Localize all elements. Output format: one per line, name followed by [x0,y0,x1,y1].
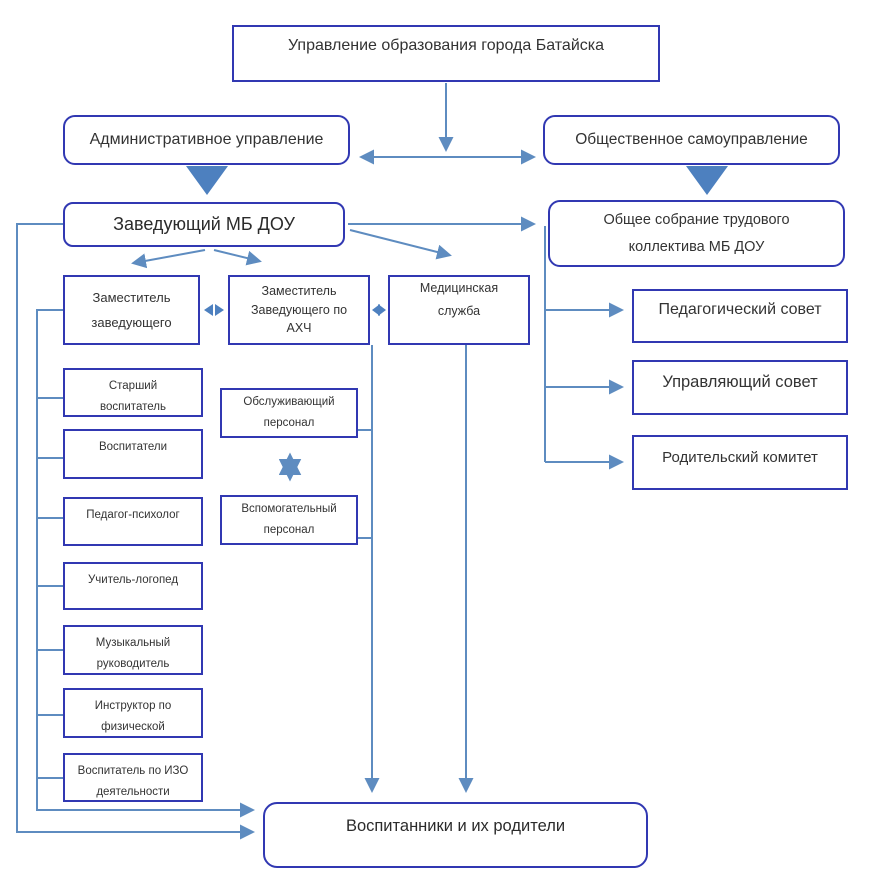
node-parent-committee [632,435,848,490]
connector-ahch-to-children [358,345,372,790]
node-psychologist [63,497,203,546]
block-arrow-public-to-assembly [686,166,728,195]
node-children-parents [263,802,648,868]
node-art-teacher [63,753,203,802]
node-pe-instructor [63,688,203,738]
node-teachers [63,429,203,479]
node-label: Вспомогательный персонал [241,502,337,536]
node-label: Воспитатель по ИЗО деятельности [77,765,189,798]
node-governing-council [632,360,848,415]
node-assembly [548,200,845,267]
node-label: Общее собрание трудового коллектива МБ ДОУ [603,211,790,255]
node-label: Педагогический совет [658,301,822,318]
node-label: Заведующий МБ ДОУ [113,214,295,234]
node-label: Родительский комитет [662,449,818,466]
node-label: Управление образования города Батайска [287,37,604,54]
node-music-director [63,625,203,675]
node-admin-management [63,115,350,165]
node-label: Заместитель заведующего [91,289,172,330]
node-label: Педагог-психолог [86,509,180,521]
node-pedagogical-council [632,289,848,343]
connector-head-to-ahch [214,250,259,261]
block-arrow-admin-to-head [186,166,228,195]
node-label: Учитель-логопед [87,574,179,586]
node-medical-service [388,275,530,345]
node-label: Старший воспитатель [100,380,166,413]
node-support-staff [220,495,358,545]
node-public-selfgov [543,115,840,165]
connector-ahch-medical-twoway-arrow [372,304,386,316]
node-education-department [232,25,660,82]
node-label: Административное управление [89,131,324,148]
node-head [63,202,345,247]
node-service-staff [220,388,358,438]
connector-head-to-medical [350,230,449,255]
node-label: Инструктор по физической [94,700,172,733]
node-label: Музыкальный руководитель [95,637,171,670]
node-label: Воспитанники и их родители [345,817,566,835]
node-label: Общественное самоуправление [575,131,808,148]
node-deputy-head [63,275,200,345]
connector-head-to-deputy [134,250,205,263]
node-label: Заместитель Заведующего по АХЧ [250,283,348,336]
node-senior-teacher [63,368,203,417]
node-label: Управляющий совет [662,373,818,391]
node-label: Воспитатели [98,441,168,453]
node-label: Медицинская служба [419,281,499,319]
node-deputy-ahch [228,275,370,345]
node-speech-therapist [63,562,203,610]
connector-deputy-ahch-twoway-arrow [204,304,224,316]
node-label: Обслуживающий персонал [243,395,335,429]
